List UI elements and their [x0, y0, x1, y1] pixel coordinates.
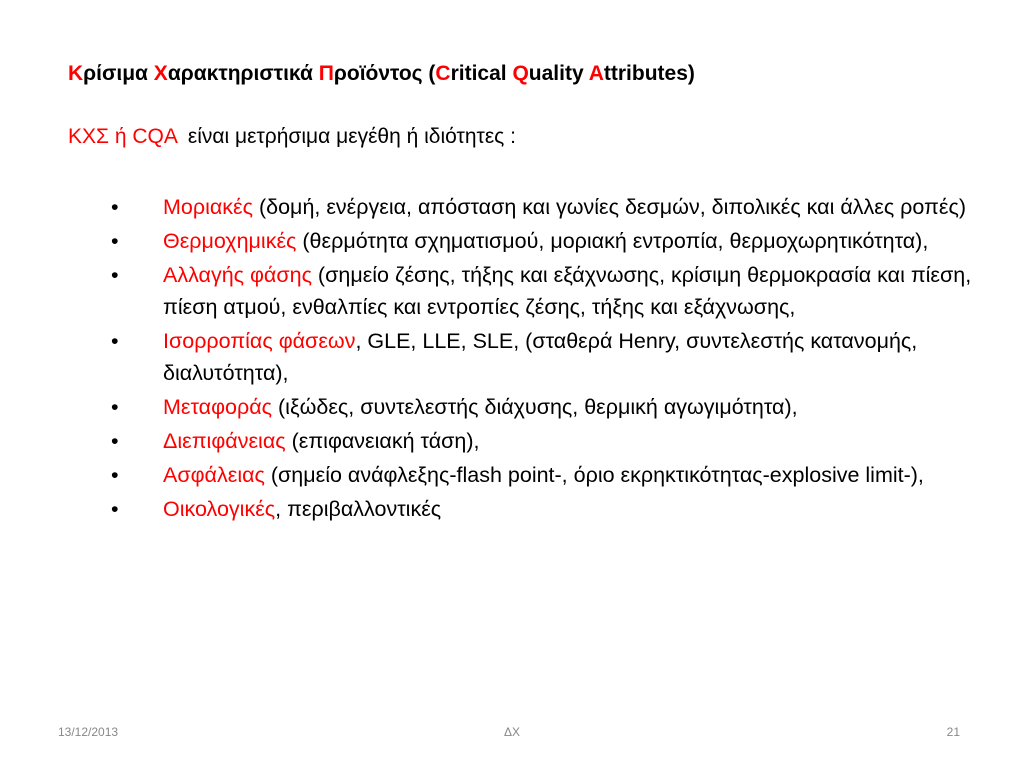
title-initial: Π	[318, 62, 334, 85]
bullet-detail: , περιβαλλοντικές	[275, 497, 442, 521]
bullet-item	[111, 259, 981, 323]
bullet-term: Ασφάλειας	[163, 463, 265, 487]
slide-title	[68, 62, 695, 86]
footer-date: 13/12/2013	[58, 725, 119, 739]
bullet-detail: (ιξώδες, συντελεστής διάχυσης, θερμική αγωγιμότητα),	[272, 395, 798, 419]
bullet-marker: •	[111, 229, 119, 253]
bullet-marker: •	[111, 429, 119, 453]
bullet-marker: •	[111, 195, 119, 219]
bullet-term: Αλλαγής φάσης	[163, 263, 312, 287]
bullet-marker: •	[111, 329, 119, 353]
bullet-term: Ισορροπίας φάσεων	[163, 329, 356, 353]
bullet-term: Μεταφοράς	[163, 395, 273, 419]
title-initial: Q	[512, 62, 529, 85]
bullet-detail: (σημείο ζέσης, τήξης και εξάχνωσης, κρίσιμη θερμοκρασία και πίεση, πίεση ατμού, ενθαλπίες και εντροπίες ζέσης, τήξης και εξάχνωσης,	[163, 263, 972, 319]
bullet-list	[111, 191, 981, 527]
subtitle-abbreviation: ΚΧΣ ή CQA	[68, 125, 178, 148]
bullet-marker: •	[111, 463, 119, 487]
title-text: ttributes)	[603, 62, 695, 85]
bullet-item	[111, 425, 981, 457]
bullet-item	[111, 225, 981, 257]
slide-subtitle	[68, 125, 516, 149]
bullet-term: Οικολογικές	[163, 497, 276, 521]
bullet-term: Μοριακές	[163, 195, 253, 219]
bullet-item	[111, 493, 981, 525]
bullet-item	[111, 459, 981, 491]
bullet-detail: (δομή, ενέργεια, απόσταση και γωνίες δεσμών, διπολικές και άλλες ροπές)	[253, 195, 966, 219]
title-text: uality	[528, 62, 589, 85]
bullet-item	[111, 391, 981, 423]
bullet-detail: (επιφανειακή τάση),	[285, 429, 480, 453]
title-initial: Χ	[153, 62, 168, 85]
footer-author: ΔΧ	[503, 725, 521, 739]
bullet-marker: •	[111, 395, 119, 419]
title-initial: A	[588, 62, 604, 85]
footer-page-number: 21	[946, 725, 960, 739]
title-text: ρίσιμα	[83, 62, 154, 85]
title-text: ροϊόντος (	[333, 62, 436, 85]
title-text: αρακτηριστικά	[167, 62, 319, 85]
bullet-marker: •	[111, 263, 119, 287]
title-text: ritical	[450, 62, 513, 85]
bullet-detail: (θερμότητα σχηματισμού, μοριακή εντροπία, θερμοχωρητικότητα),	[296, 229, 929, 253]
bullet-item	[111, 325, 981, 389]
bullet-item	[111, 191, 981, 223]
subtitle-text: είναι μετρήσιμα μεγέθη ή ιδιότητες :	[187, 125, 516, 148]
bullet-detail: , GLE, LLE, SLE, (σταθερά Henry, συντελεστής κατανομής, διαλυτότητα),	[163, 329, 918, 385]
title-initial: C	[435, 62, 451, 85]
bullet-term: Θερμοχημικές	[163, 229, 297, 253]
bullet-marker: •	[111, 497, 119, 521]
bullet-term: Διεπιφάνειας	[163, 429, 286, 453]
bullet-detail: (σημείο ανάφλεξης-flash point-, όριο εκρηκτικότητας-explosive limit-),	[264, 463, 924, 487]
title-initial: Κ	[68, 62, 84, 85]
